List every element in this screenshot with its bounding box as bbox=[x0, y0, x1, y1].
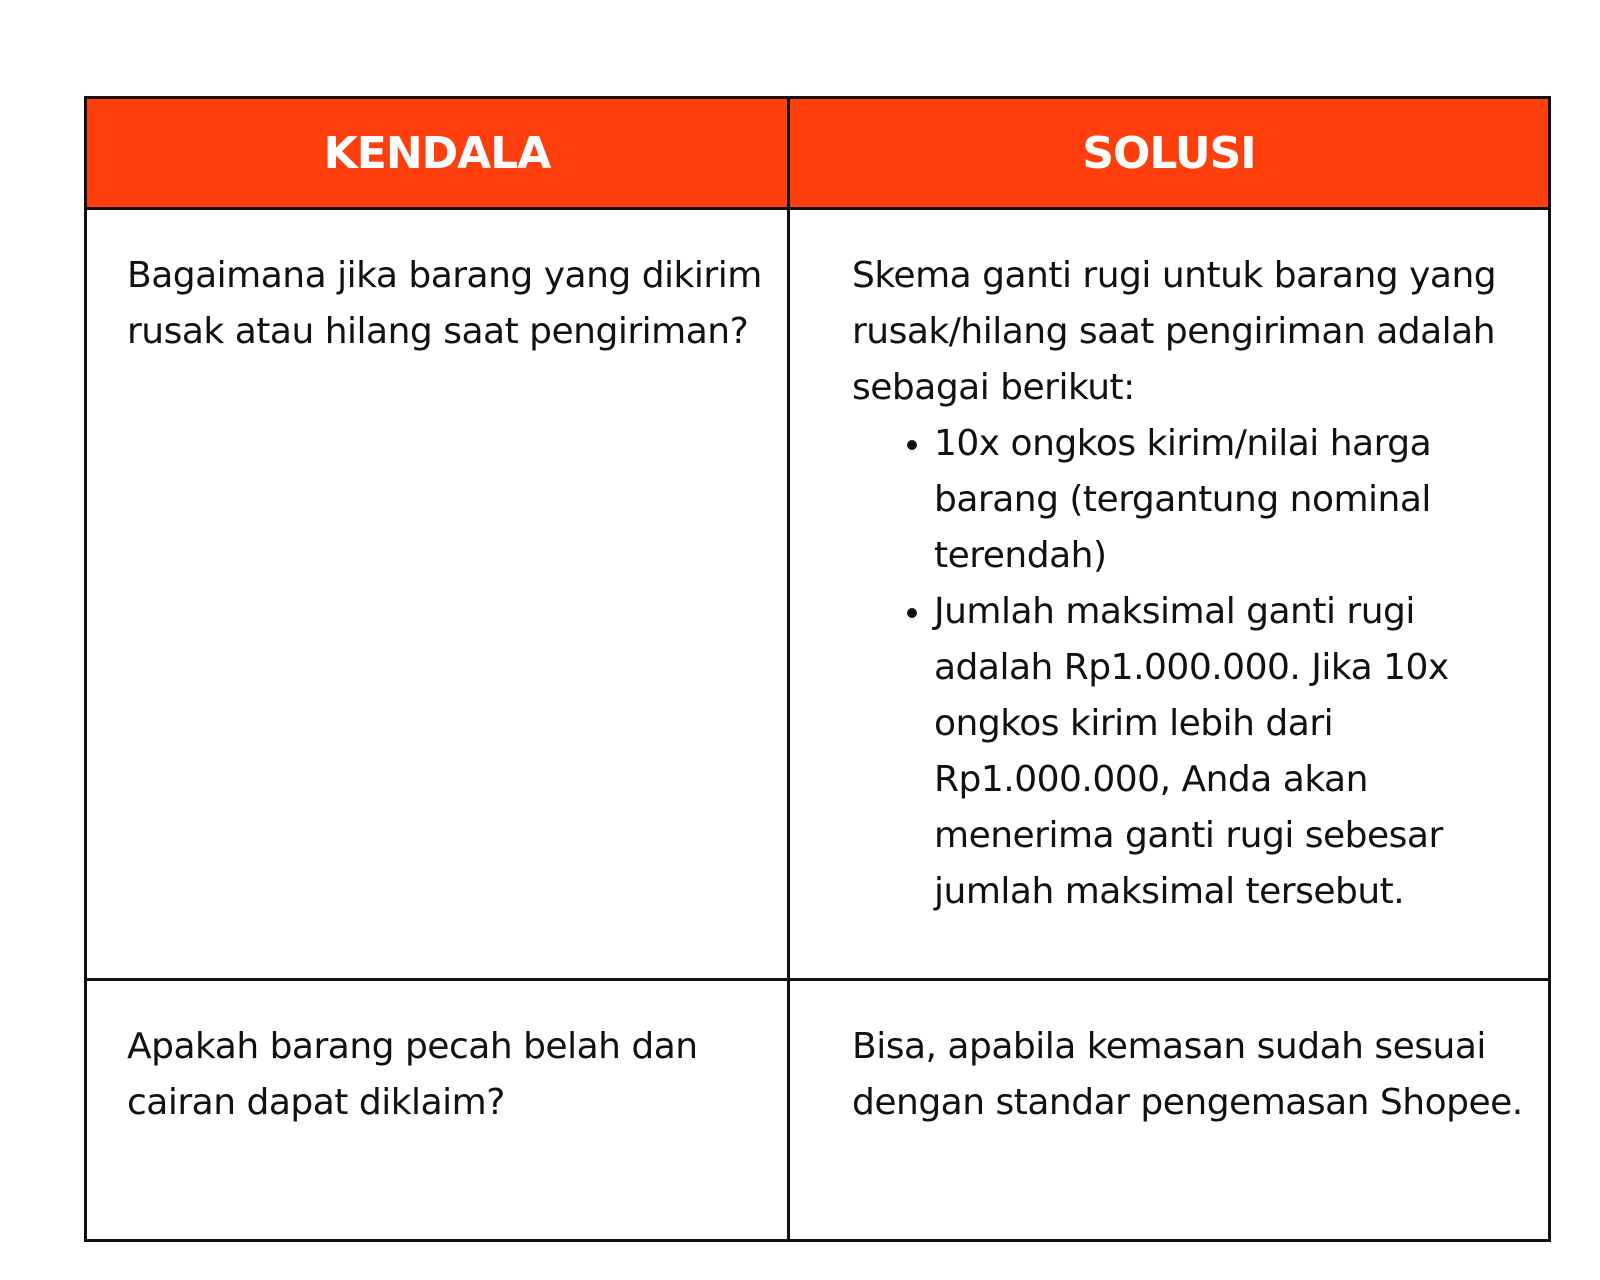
kendala-text: Bagaimana jika barang yang dikirim rusak atau hilang saat pengiriman? bbox=[127, 255, 762, 352]
table-row bbox=[86, 980, 1550, 1241]
solusi-cell bbox=[789, 209, 1550, 980]
kendala-text: Apakah barang pecah belah dan cairan dapat diklaim? bbox=[127, 1026, 698, 1123]
header-solusi: SOLUSI bbox=[789, 98, 1550, 209]
solusi-bullet-item: • Jumlah maksimal ganti rugi adalah Rp1.000.000. Jika 10x ongkos kirim lebih dari Rp1.000.000, Anda akan menerima ganti rugi sebesar jumlah maksimal tersebut. bbox=[934, 584, 1534, 920]
header-kendala: KENDALA bbox=[86, 98, 789, 209]
solusi-bullet-item: • 10x ongkos kirim/nilai harga barang (tergantung nominal terendah) bbox=[934, 416, 1534, 584]
solusi-cell bbox=[789, 980, 1550, 1241]
kendala-cell bbox=[86, 980, 789, 1241]
kendala-cell bbox=[86, 209, 789, 980]
table-row bbox=[86, 209, 1550, 980]
solusi-text: Bisa, apabila kemasan sudah sesuai dengan standar pengemasan Shopee. bbox=[852, 1026, 1523, 1123]
kendala-solusi-table bbox=[84, 96, 1551, 1242]
table-header-row bbox=[86, 98, 1550, 209]
solusi-bullet-list bbox=[852, 416, 1534, 920]
solusi-intro: Skema ganti rugi untuk barang yang rusak/hilang saat pengiriman adalah sebagai berikut: bbox=[852, 255, 1497, 408]
